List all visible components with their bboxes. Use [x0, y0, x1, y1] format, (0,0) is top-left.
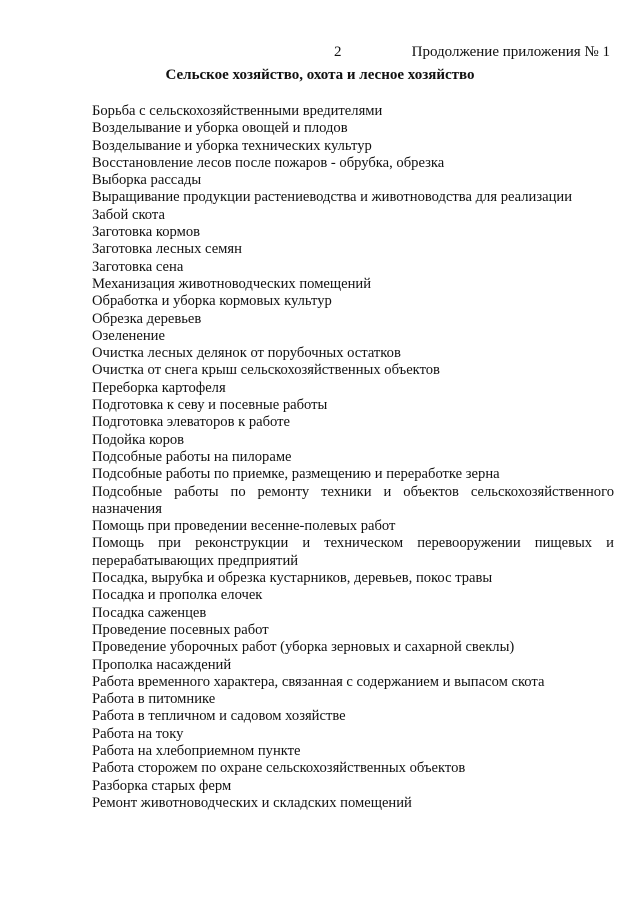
list-item: Проведение уборочных работ (уборка зерновых и сахарной свеклы)	[92, 639, 515, 656]
list-item: Очистка от снега крыш сельскохозяйственных объектов	[92, 362, 440, 379]
list-item: Работа сторожем по охране сельскохозяйственных объектов	[92, 760, 466, 777]
list-item: Проведение посевных работ	[92, 621, 269, 638]
section-title: Сельское хозяйство, охота и лесное хозяйство	[165, 67, 475, 83]
list-item: Работа временного характера, связанная с содержанием и выпасом скота	[92, 673, 545, 690]
list-item: Ремонт животноводческих и складских помещений	[92, 794, 412, 811]
list-item: Механизация животноводческих помещений	[92, 275, 372, 292]
list-item: Заготовка кормов	[92, 224, 201, 241]
list-item: Подготовка элеваторов к работе	[92, 414, 291, 431]
list-item: Работа на току	[92, 725, 184, 742]
list-item: Выборка рассады	[92, 172, 202, 189]
list-item: Прополка насаждений	[92, 656, 232, 673]
list-item: Посадка и прополка елочек	[92, 587, 263, 604]
list-item: Подсобные работы по приемке, размещению и переработке зерна	[92, 466, 500, 483]
list-item: Подсобные работы на пилораме	[92, 448, 292, 465]
list-item: Помощь при реконструкции и техническом перевооружении пищевых и перерабатывающих предприятий	[92, 535, 614, 569]
list-item: Обрезка деревьев	[92, 310, 202, 327]
page-number: 2	[334, 44, 342, 60]
list-item: Посадка, вырубка и обрезка кустарников, деревьев, покос травы	[92, 570, 493, 587]
list-item: Заготовка сена	[92, 258, 184, 275]
list-item: Разборка старых ферм	[92, 777, 232, 794]
list-item: Помощь при проведении весенне-полевых работ	[92, 518, 396, 535]
list-item: Работа в тепличном и садовом хозяйстве	[92, 708, 346, 725]
list-item: Подсобные работы по ремонту техники и объектов сельскохозяйственного назначения	[92, 483, 614, 517]
list-item: Борьба с сельскохозяйственными вредителями	[92, 103, 383, 119]
list-item: Восстановление лесов после пожаров - обрубка, обрезка	[92, 154, 445, 171]
list-item: Обработка и уборка кормовых культур	[92, 293, 332, 310]
list-item: Забой скота	[92, 206, 165, 223]
list-item: Работа на хлебоприемном пункте	[92, 742, 301, 759]
list-item: Подойка коров	[92, 431, 185, 448]
appendix-continuation-label: Продолжение приложения № 1	[411, 44, 610, 60]
list-item: Подготовка к севу и посевные работы	[92, 397, 328, 414]
list-item: Заготовка лесных семян	[92, 241, 242, 258]
list-item: Выращивание продукции растениеводства и животноводства для реализации	[92, 189, 573, 206]
list-item: Посадка саженцев	[92, 604, 207, 621]
list-item: Возделывание и уборка овощей и плодов	[92, 120, 348, 137]
list-item: Возделывание и уборка технических культур	[92, 137, 372, 154]
list-item: Озеленение	[92, 327, 165, 344]
list-item: Работа в питомнике	[92, 691, 216, 708]
list-item: Очистка лесных делянок от порубочных остатков	[92, 345, 401, 362]
activity-list	[92, 103, 614, 812]
list-item: Переборка картофеля	[92, 379, 226, 396]
